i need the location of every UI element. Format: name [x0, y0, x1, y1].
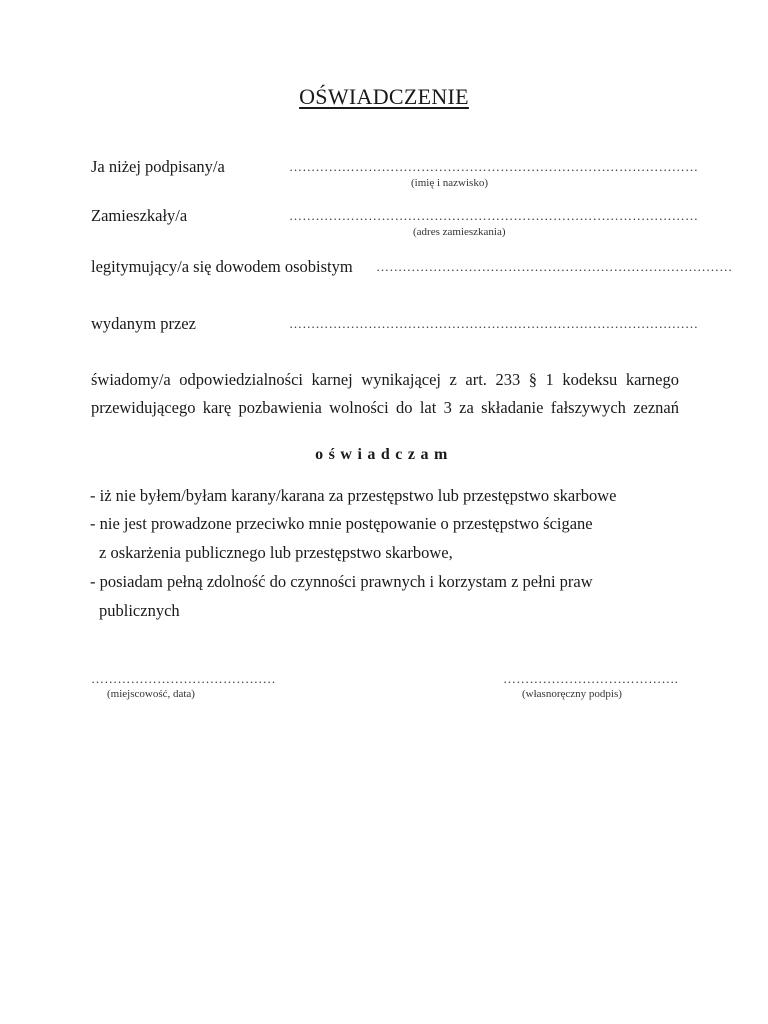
awareness-line-1: świadomy/a odpowiedzialności karnej wynikającej z art. 233 § 1 kodeksu karnego [91, 370, 679, 389]
signature-hint: (własnoręczny podpis) [522, 688, 622, 700]
statement-2-continuation: z oskarżenia publicznego lub przestępstwo skarbowe, [99, 543, 453, 562]
signature-dots: …………………………………. [503, 671, 679, 686]
place-date-hint: (miejscowość, data) [107, 688, 195, 700]
field-address-dots: ………………………………………………………………………………… [289, 208, 699, 223]
field-issued-label: wydanym przez [91, 314, 196, 333]
place-date-dots: …………………………………… [91, 671, 276, 686]
declare-heading: oświadczam [315, 446, 453, 463]
field-name-hint: (imię i nazwisko) [411, 177, 488, 189]
field-id-dots: ……………………………………………………………………… [376, 259, 733, 274]
field-name-dots: ………………………………………………………………………………… [289, 159, 699, 174]
statement-3: - posiadam pełną zdolność do czynności prawnych i korzystam z pełni praw [90, 572, 593, 591]
field-id-label: legitymujący/a się dowodem osobistym [91, 257, 353, 276]
document-title: OŚWIADCZENIE [299, 84, 469, 109]
field-issued-dots: ………………………………………………………………………………… [289, 316, 699, 331]
statement-3-continuation: publicznych [99, 601, 180, 620]
statement-2: - nie jest prowadzone przeciwko mnie postępowanie o przestępstwo ścigane [90, 514, 593, 533]
field-name-label: Ja niżej podpisany/a [91, 157, 225, 176]
field-address-label: Zamieszkały/a [91, 206, 188, 225]
field-address-hint: (adres zamieszkania) [413, 226, 506, 238]
awareness-line-2: przewidującego karę pozbawienia wolności do lat 3 za składanie fałszywych zeznań [91, 398, 679, 417]
statement-1: - iż nie byłem/byłam karany/karana za przestępstwo lub przestępstwo skarbowe [90, 486, 617, 505]
